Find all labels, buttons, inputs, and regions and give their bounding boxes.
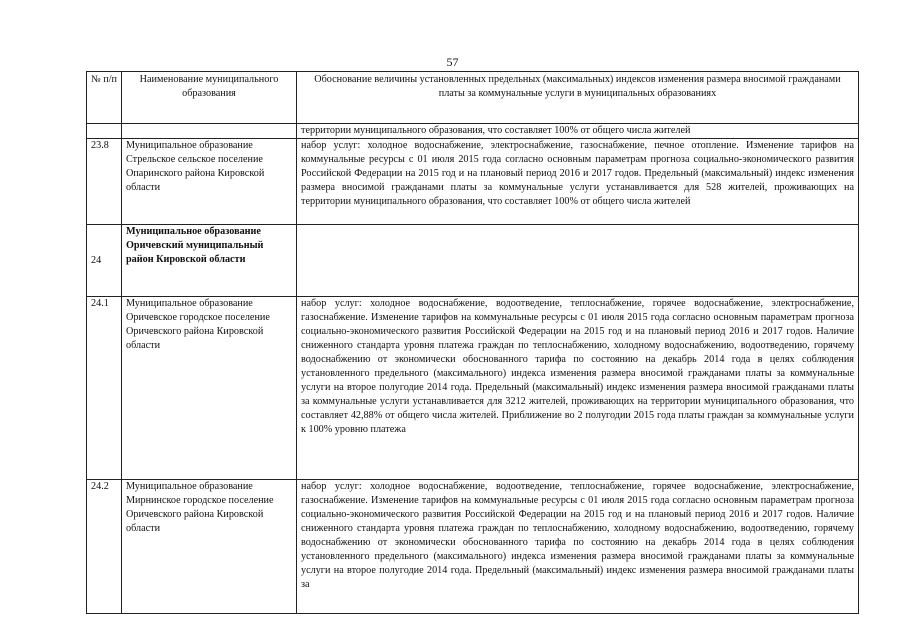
tariff-table <box>86 71 859 614</box>
row-municipality: Муниципальное образование Мирнинское городское поселение Оричевского района Кировской области <box>122 480 297 614</box>
table-row <box>87 124 859 139</box>
row-justification: территории муниципального образования, что составляет 100% от общего числа жителей <box>297 124 859 139</box>
table-row <box>87 297 859 480</box>
table-header-row <box>87 72 859 124</box>
header-justification: Обоснование величины установленных предельных (максимальных) индексов изменения размера вносимой гражданами платы за коммунальные услуги в муниципальных образованиях <box>297 72 859 124</box>
row-number: 24 <box>87 225 122 297</box>
row-justification: набор услуг: холодное водоснабжение, водоотведение, теплоснабжение, горячее водоснабжение, электроснабжение, газоснабжение. Изменение тарифов на коммунальные ресурсы с 01 июля 2015 года согласно основным параметрам прогноза социально-экономического развития Российской Федерации на 2015 год и на плановый период 2016 и 2017 годов. Наличие сниженного стандарта уровня платежа граждан по теплоснабжению, холодному водоснабжению, водоотведению, горячему водоснабжению от экономически обоснованного тарифа по состоянию на декабрь 2014 года в целях соблюдения установленного предельного (максимального) индекса изменения размера вносимой гражданами платы за коммунальные услуги на второе полугодие 2014 года. Предельный (максимальный) индекс изменения размера вносимой гражданами платы за коммунальные услуги устанавливается для 3212 жителей, проживающих на территории муниципального образования, что составляет 42,88% от общего числа жителей. Приближение во 2 полугодии 2015 года платы граждан за коммунальные услуги к 100% уровню платежа <box>297 297 859 480</box>
page-number: 57 <box>446 55 459 69</box>
row-number <box>87 124 122 139</box>
table-row <box>87 480 859 614</box>
row-justification <box>297 225 859 297</box>
row-municipality: Муниципальное образование Оричевское городское поселение Оричевского района Кировской области <box>122 297 297 480</box>
row-municipality: Муниципальное образование Оричевский муниципальный район Кировской области <box>122 225 297 297</box>
row-municipality <box>122 124 297 139</box>
row-justification: набор услуг: холодное водоснабжение, электроснабжение, газоснабжение, печное отопление. Изменение тарифов на коммунальные ресурсы с 01 июля 2015 года согласно основным параметрам прогноза социально-экономического развития Российской Федерации на 2015 год и на плановый период 2016 и 2017 годов. Предельный (максимальный) индекс изменения размера вносимой гражданами платы за коммунальные услуги устанавливается для 528 жителей, проживающих на территории муниципального образования, что составляет 100% от общего числа жителей <box>297 139 859 225</box>
header-municipality: Наименование муниципального образования <box>122 72 297 124</box>
table-row <box>87 225 859 297</box>
row-number: 24.1 <box>87 297 122 480</box>
table-row <box>87 139 859 225</box>
row-municipality: Муниципальное образование Стрельское сельское поселение Опаринского района Кировской области <box>122 139 297 225</box>
row-justification: набор услуг: холодное водоснабжение, водоотведение, теплоснабжение, горячее водоснабжение, электроснабжение, газоснабжение. Изменение тарифов на коммунальные ресурсы с 01 июля 2015 года согласно основным параметрам прогноза социально-экономического развития Российской Федерации на 2015 год и на плановый период 2016 и 2017 годов. Наличие сниженного стандарта уровня платежа граждан по теплоснабжению, холодному водоснабжению, водоотведению, горячему водоснабжению от экономически обоснованного тарифа по состоянию на декабрь 2014 года в целях соблюдения установленного предельного (максимального) индекса изменения размера вносимой гражданами платы за коммунальные услуги на второе полугодие 2014 года. Предельный (максимальный) индекс изменения размера вносимой гражданами платы за <box>297 480 859 614</box>
row-number: 23.8 <box>87 139 122 225</box>
row-number: 24.2 <box>87 480 122 614</box>
header-number: № п/п <box>87 72 122 124</box>
